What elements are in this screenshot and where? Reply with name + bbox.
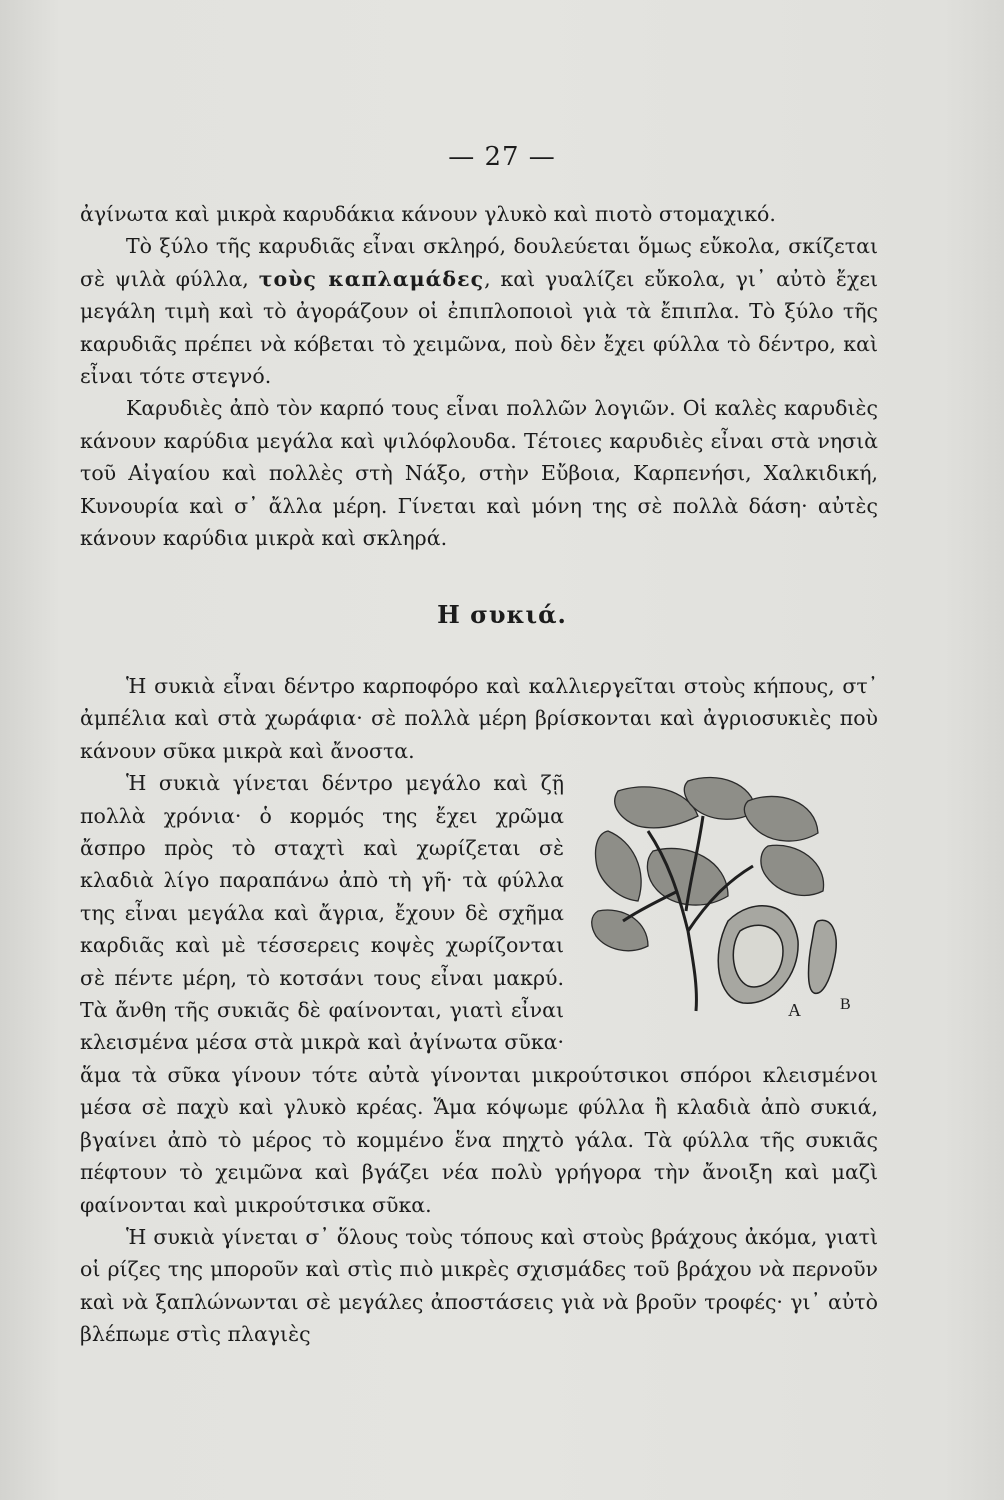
paragraph-walnut-wood [80,230,878,392]
paragraph-walnut-varieties: Καρυδιὲς ἀπὸ τὸν καρπό τους εἶναι πολλῶν λογιῶν. Οἱ καλὲς καρυδιὲς κάνουν καρύδια μεγάλα καὶ ψιλόφλουδα. Τέτοιες καρυδιὲς εἶναι στὰ νησιὰ τοῦ Αἰγαίου καὶ πολλὲς στὴ Νάξο, στὴν Εὔβοια, Καρπενήσι, Χαλκιδική, Κυνουρία καὶ σ᾽ ἄλλα μέρη. Γίνεται καὶ μόνη της σὲ πολλὰ δάση· αὐτὲς κάνουν καρύδια μικρὰ καὶ σκληρά. [80,396,878,551]
figure-label-b: B [840,996,851,1014]
page-number: — 27 — [448,142,556,172]
paragraph-fig-description: Ἡ συκιὰ γίνεται δέντρο μεγάλο καὶ ζῇ πολλὰ χρόνια· ὁ κορμός της ἔχει χρῶμα ἄσπρο πρὸς τὸ σταχτὶ καὶ χωρίζεται σὲ κλαδιὰ λίγο παραπάνω ἀπὸ τὴ γῆ· τὰ φύλλα της εἶναι μεγάλα καὶ ἄγρια, ἔχουν δὲ σχῆμα καρδιᾶς καὶ μὲ τέσσερεις κοψὲς χωρίζονται σὲ πέντε μέρη, τὸ κοτσάνι τους εἶναι μακρύ. Τὰ ἄνθη τῆς συκιᾶς δὲ φαίνονται, γιατὶ εἶναι κλεισμένα μέσα στὰ μικρὰ καὶ ἀγίνωτα σῦκα· ἅμα τὰ σῦκα γίνουν τότε αὐτὰ γίνονται μικρούτσικοι σπόροι κλεισμένοι μέσα σὲ παχὺ καὶ γλυκὸ κρέας. Ἅμα κόψωμε φύλλα ἢ κλαδιὰ ἀπὸ συκιά, βγαίνει ἀπὸ τὸ μέρος τὸ κομμένο ἕνα πηχτὸ γάλα. Τὰ φύλλα τῆς συκιᾶς πέφτουν τὸ χειμῶνα καὶ βγάζει νέα πολὺ γρήγορα τὴν ἄνοιξη καὶ μαζὶ φαίνονται καὶ μικρούτσικα σῦκα. [80,771,878,1217]
section-heading: Η συκιά. [437,600,567,629]
fig-branch-icon [578,771,878,1021]
emphasized-term: τοὺς καπλαμάδες [258,266,485,291]
paragraph-fig-intro: Ἡ συκιὰ εἶναι δέντρο καρποφόρο καὶ καλλιεργεῖται στοὺς κήπους, στ᾽ ἀμπέλια καὶ στὰ χωράφια· σὲ πολλὰ μέρη βρίσκονται καὶ ἀγριοσυκιὲς ποὺ κάνουν σῦκα μικρὰ καὶ ἄνοστα. [80,674,878,763]
paragraph-fig-habitat: Ἡ συκιὰ γίνεται σ᾽ ὅλους τοὺς τόπους καὶ στοὺς βράχους ἀκόμα, γιατὶ οἱ ρίζες της μποροῦν καὶ στὶς πιὸ μικρὲς σχισμάδες τοῦ βράχου νὰ περνοῦν καὶ νὰ ξαπλώνωνται σὲ μεγάλες ἀποστάσεις γιὰ νὰ βροῦν τροφές· γι᾽ αὐτὸ βλέπωμε στὶς πλαγιὲς [80,1224,878,1347]
walnut-section [80,198,878,554]
text-run: Τὸ ξύλο τῆς καρυδιᾶς εἶναι σκληρό, δουλεύεται ὅμως εὔκολα, σκίζεται σὲ ψιλὰ φύλλα, [80,234,878,291]
text-run: , καὶ γυαλίζει εὔκολα, γι᾽ αὐτὸ ἔχει μεγάλη τιμὴ καὶ τὸ ἀγοράζουν οἱ ἐπιπλοποιοὶ γιὰ τὰ ἔπιπλα. Τὸ ξύλο τῆς καρυδιᾶς πρέπει νὰ κόβεται τὸ χειμῶνα, ποὺ δὲν ἔχει φύλλα τὸ δέντρο, καὶ εἶναι τότε στεγνό. [80,266,878,389]
figure-label-a: A [788,1000,801,1021]
fig-illustration [578,771,878,1021]
paragraph-continuation: ἀγίνωτα καὶ μικρὰ καρυδάκια κάνουν γλυκὸ καὶ πιοτὸ στομαχικό. [80,202,776,226]
fig-tree-section [80,670,878,1351]
